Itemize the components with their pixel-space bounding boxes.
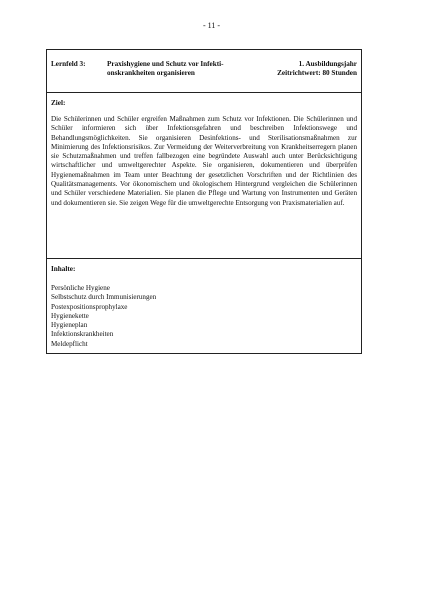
list-item: Postexpositionsprophylaxe <box>51 302 128 311</box>
goal-section <box>47 93 361 259</box>
training-year: 1. Ausbildungsjahr <box>298 60 357 68</box>
learning-field-label: Lernfeld 3: <box>51 60 86 68</box>
contents-list <box>51 284 156 349</box>
list-item: Hygienekette <box>51 311 89 320</box>
list-item: Selbstschutz durch Immunisierungen <box>51 293 157 302</box>
learning-field-title <box>107 60 257 78</box>
list-item: Persönliche Hygiene <box>51 284 110 292</box>
goal-text: Die Schülerinnen und Schüler ergreifen Maßnahmen zum Schutz vor Infektionen. Die Schülerinnen und Schüler informieren sich über Infektionsgefahren und beschreiben Infektionswege und Behandlungsmöglichkeiten. Sie organisieren Desinfektions- und Sterilisationsmaßnahmen zur Minimierung des Infektionsrisikos. Zur Vermeidung der Weiterverbreitung von Krankheitserregern planen sie Schutzmaßnahmen und treffen fallbezogen eine begründete Auswahl auch unter Berücksichtigung wirtschaftlicher und umweltgerechter Aspekte. Sie organisieren, dokumentieren und überprüfen Hygienemaßnahmen im Team unter Beachtung der gesetzlichen Vorschriften und der Richtlinien des Qualitätsmanagements. Vor ökonomischem und ökologischem Hintergrund vergleichen die Schülerinnen und Schüler verschiedene Materialien. Sie planen die Pflege und Wartung von Instrumenten und Geräten und dokumentieren sie. Sie zeigen Wege für die umweltgerechte Entsorgung von Praxismaterialien auf. <box>51 115 357 207</box>
time-guideline: Zeitrichtwert: 80 Stunden <box>277 69 357 77</box>
title-line-1: Praxishygiene und Schutz vor Infekti- <box>107 60 224 68</box>
learning-field-meta <box>277 60 357 78</box>
learning-field-table <box>46 49 362 354</box>
goal-heading: Ziel: <box>51 99 66 107</box>
contents-heading: Inhalte: <box>51 265 76 273</box>
list-item: Meldepflicht <box>51 339 88 348</box>
list-item: Hygieneplan <box>51 321 88 330</box>
title-line-2: onskrankheiten organisieren <box>107 69 195 77</box>
contents-section <box>47 259 361 353</box>
learning-field-header <box>47 50 361 93</box>
page-number: - 11 - <box>202 21 221 30</box>
list-item: Infektionskrankheiten <box>51 330 114 339</box>
